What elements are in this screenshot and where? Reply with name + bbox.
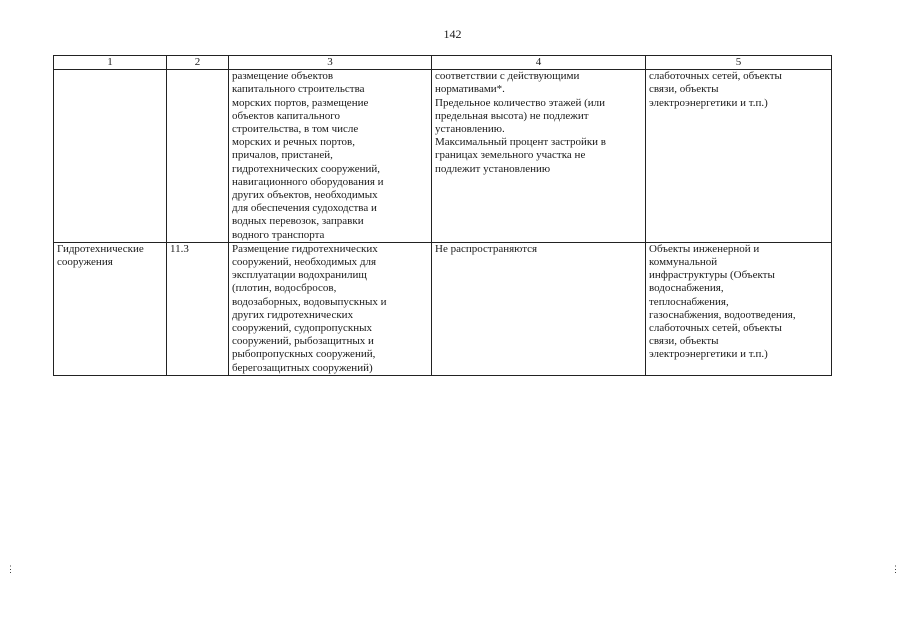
- column-header: 5: [646, 56, 832, 70]
- column-header: 4: [432, 56, 646, 70]
- cell-build-parameters: соответствии с действующими нормативами*. Предельное количество этажей (или предельная высота) не подлежит установлению. Максимальный процент застройки в границах земельного участка не подлежит установлению: [432, 70, 646, 243]
- land-use-table: [53, 55, 832, 376]
- page-number: 142: [443, 27, 462, 41]
- cell-use-description: размещение объектов капитального строительства морских портов, размещение объектов капитального строительства, в том числе морских и речных портов, причалов, пристаней, гидротехнических сооружений, навигационного оборудования и других объектов, необходимых для обеспечения судоходства и водных перевозок, заправки водного транспорта: [229, 70, 432, 243]
- cell-infrastructure: слаботочных сетей, объекты связи, объекты электроэнергетики и т.п.): [646, 70, 832, 243]
- cell-use-code: [167, 70, 229, 243]
- right-binding-mark: ⋮: [891, 564, 900, 574]
- cell-use-name: Гидротехнические сооружения: [54, 242, 167, 375]
- cell-use-name: [54, 70, 167, 243]
- column-header: 2: [167, 56, 229, 70]
- column-header: 1: [54, 56, 167, 70]
- cell-infrastructure: Объекты инженерной и коммунальной инфраструктуры (Объекты водоснабжения, теплоснабжения, газоснабжения, водоотведения, слаботочных сетей, объекты связи, объекты электроэнергетики и т.п.): [646, 242, 832, 375]
- column-header: 3: [229, 56, 432, 70]
- cell-use-code: 11.3: [167, 242, 229, 375]
- table-row: [54, 70, 832, 243]
- table-row: [54, 242, 832, 375]
- cell-build-parameters: Не распространяются: [432, 242, 646, 375]
- left-binding-mark: ⋮: [6, 564, 15, 574]
- table-header-row: [54, 56, 832, 70]
- cell-use-description: Размещение гидротехнических сооружений, необходимых для эксплуатации водохранилищ (плотин, водосбросов, водозаборных, водовыпускных и других гидротехнических сооружений, судопропускных сооружений, рыбозащитных и рыбопропускных сооружений, берегозащитных сооружений): [229, 242, 432, 375]
